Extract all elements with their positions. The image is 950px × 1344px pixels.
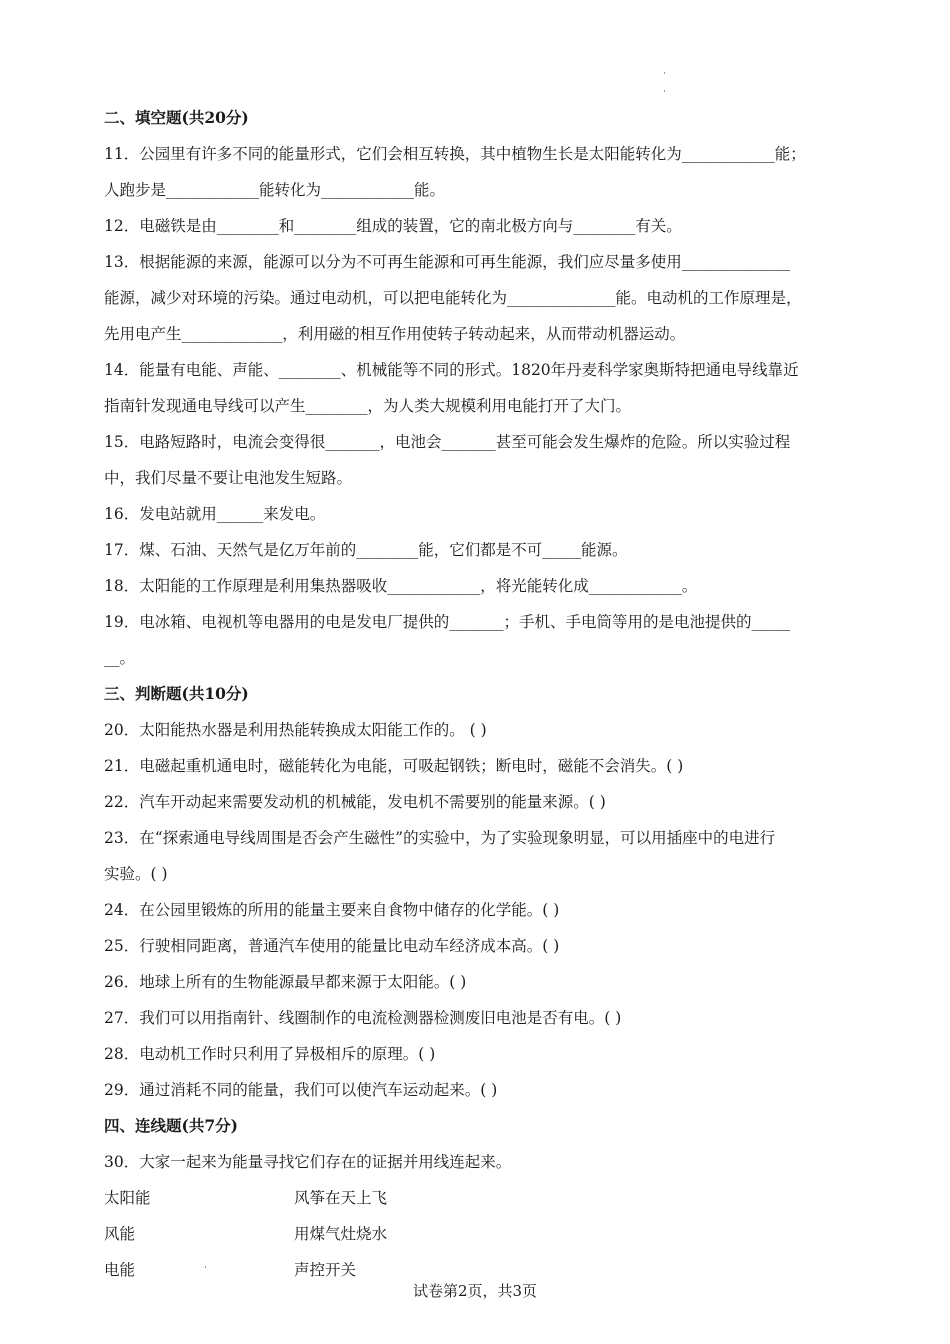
match-prompt: 30．大家一起来为能量寻找它们存在的证据并用线连起来。 <box>104 1153 512 1171</box>
question-line: __。 <box>104 649 136 667</box>
question-line: 指南针发现通电导线可以产生________，为人类大规模利用电能打开了大门。 <box>104 397 632 415</box>
question-line: 22．汽车开动起来需要发动机的机械能，发电机不需要别的能量来源。( ) <box>104 793 606 811</box>
exam-content <box>104 100 849 1288</box>
match-left: 风能 <box>104 1225 136 1243</box>
judge-questions <box>104 712 849 1108</box>
match-right: 用煤气灶烧水 <box>294 1225 388 1243</box>
question-line: 17．煤、石油、天然气是亿万年前的________能，它们都是不可_____能源。 <box>104 541 628 559</box>
question-line: 19．电冰箱、电视机等电器用的电是发电厂提供的_______；手机、手电筒等用的是电池提供的_____ <box>104 613 791 631</box>
question-line: 15．电路短路时，电流会变得很_______，电池会_______甚至可能会发生爆炸的危险。所以实验过程 <box>104 433 791 451</box>
section-title-match: 四、连线题(共7分) <box>104 1116 238 1135</box>
question-line: 11．公园里有许多不同的能量形式，它们会相互转换，其中植物生长是太阳能转化为____________能； <box>104 145 806 163</box>
question-line: 中，我们尽量不要让电池发生短路。 <box>104 469 353 487</box>
question-line: 25．行驶相同距离，普通汽车使用的能量比电动车经济成本高。( ) <box>104 937 560 955</box>
question-line: 27．我们可以用指南针、线圈制作的电流检测器检测废旧电池是否有电。( ) <box>104 1009 622 1027</box>
question-line: 能源，减少对环境的污染。通过电动机，可以把电能转化为______________能。电动机的工作原理是， <box>104 289 802 307</box>
question-line: 18．太阳能的工作原理是利用集热器吸收____________，将光能转化成____________。 <box>104 577 698 595</box>
section-title-fill: 二、填空题(共20分) <box>104 108 249 127</box>
match-right: 声控开关 <box>294 1261 357 1279</box>
question-line: 20．太阳能热水器是利用热能转换成太阳能工作的。 ( ) <box>104 721 487 739</box>
question-line: 人跑步是____________能转化为____________能。 <box>104 181 446 199</box>
question-line: 24．在公园里锻炼的所用的能量主要来自食物中储存的化学能。( ) <box>104 901 560 919</box>
match-left: 电能 <box>104 1261 136 1279</box>
question-line: 14．能量有电能、声能、________、机械能等不同的形式。1820年丹麦科学家奥斯特把通电导线靠近 <box>104 361 799 379</box>
question-line: 实验。( ) <box>104 865 168 883</box>
match-left: 太阳能 <box>104 1189 151 1207</box>
question-line: 先用电产生_____________，利用磁的相互作用使转子转动起来，从而带动机器运动。 <box>104 325 686 343</box>
page-footer: 试卷第2页，共3页 <box>412 1282 538 1300</box>
question-line: 13．根据能源的来源，能源可以分为不可再生能源和可再生能源，我们应尽量多使用______________ <box>104 253 791 271</box>
fill-questions <box>104 136 849 676</box>
match-pairs <box>104 1180 849 1288</box>
question-line: 23．在“探索通电导线周围是否会产生磁性”的实验中，为了实验现象明显，可以用插座中的电进行 <box>104 829 776 847</box>
question-line: 28．电动机工作时只利用了异极相斥的原理。( ) <box>104 1045 436 1063</box>
question-line: 26．地球上所有的生物能源最早都来源于太阳能。( ) <box>104 973 467 991</box>
scan-dot <box>664 90 665 92</box>
match-right: 风筝在天上飞 <box>294 1189 388 1207</box>
question-line: 21．电磁起重机通电时，磁能转化为电能，可吸起钢铁；断电时，磁能不会消失。( ) <box>104 757 684 775</box>
question-line: 12．电磁铁是由________和________组成的装置，它的南北极方向与________有关。 <box>104 217 682 235</box>
match-row <box>104 1216 849 1252</box>
section-title-judge: 三、判断题(共10分) <box>104 684 249 703</box>
question-line: 16．发电站就用______来发电。 <box>104 505 326 523</box>
question-line: 29．通过消耗不同的能量，我们可以使汽车运动起来。( ) <box>104 1081 498 1099</box>
scan-dot <box>664 72 665 74</box>
match-row <box>104 1180 849 1216</box>
